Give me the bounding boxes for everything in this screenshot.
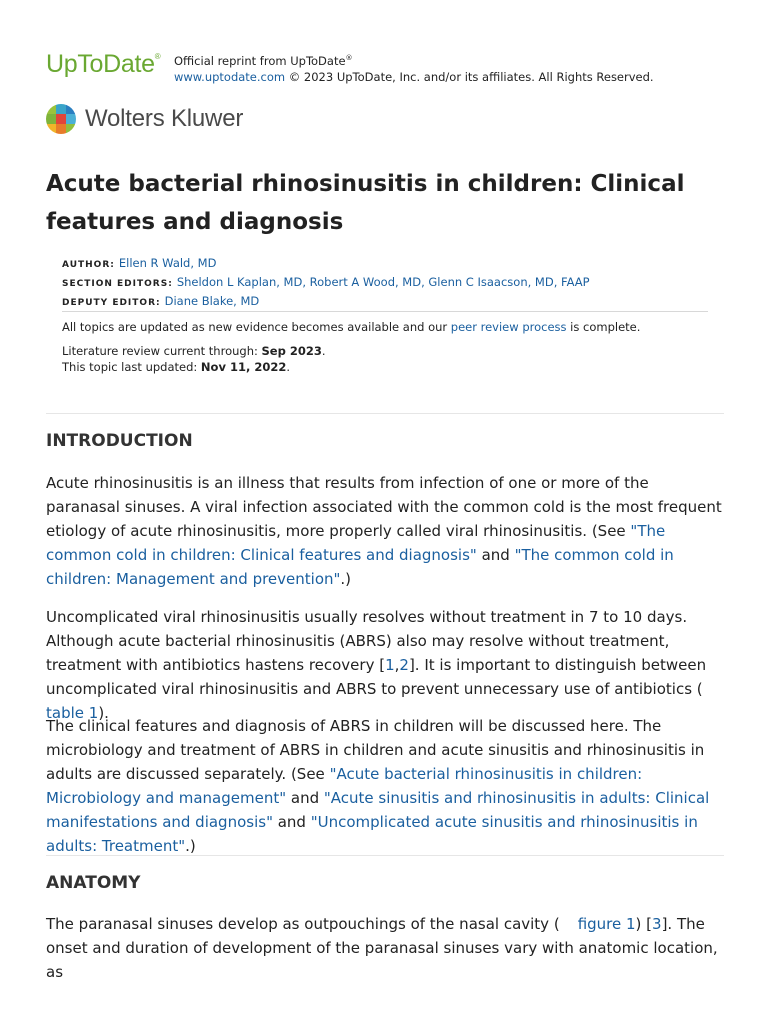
deputy-editor-link[interactable]: Diane Blake, MD [164, 294, 260, 308]
wolters-kluwer-mark-icon [46, 104, 76, 134]
page-title: Acute bacterial rhinosinusitis in children: Clinical features and diagnosis [46, 171, 685, 235]
last-updated-date: This topic last updated: Nov 11, 2022. [62, 360, 290, 374]
copyright-text: © 2023 UpToDate, Inc. and/or its affiliates. All Rights Reserved. [285, 69, 654, 84]
intro-paragraph-2: Uncomplicated viral rhinosinusitis usually resolves without treatment in 7 to 10 days. Although acute bacterial rhinosinusitis (ABRS) also may resolve without treatment, treatment with antibiotics hastens recovery [1,2]. It is important to distinguish between uncomplicated viral rhinosinusitis and ABRS to prevent unnecessary use of antibiotics (table 1). [46, 608, 707, 722]
table-1-link[interactable]: table 1 [46, 704, 99, 722]
author-label: AUTHOR: [62, 260, 115, 270]
literature-review-date: Literature review current through: Sep 2023. [62, 344, 326, 358]
section-editors-label: SECTION EDITORS: [62, 279, 173, 289]
wolters-kluwer-logo [46, 104, 243, 134]
introduction-heading: INTRODUCTION [46, 431, 193, 451]
reference-3-link[interactable]: 3 [652, 915, 662, 933]
uptodate-site-link[interactable]: www.uptodate.com [174, 69, 286, 84]
reprint-line: Official reprint from UpToDate [174, 53, 346, 68]
uptodate-logo[interactable]: UpToDate® [46, 50, 161, 78]
wolters-kluwer-name: Wolters Kluwer [85, 105, 244, 132]
intro-paragraph-1: Acute rhinosinusitis is an illness that results from infection of one or more of the paranasal sinuses. A viral infection associated with the common cold is the most frequent etiology of acute rhinosinusitis, more properly called viral rhinosinusitis. (See "The common cold in children: Clinical features and diagnosis" and "The common cold in children: Management and prevention".) [46, 474, 722, 588]
meta-divider [62, 311, 708, 312]
sinusitis-adults-treatment-link[interactable]: "Uncomplicated acute sinusitis and rhinosinusitis in adults: Treatment" [46, 813, 698, 855]
deputy-editor-label: DEPUTY EDITOR: [62, 298, 161, 308]
reference-1-link[interactable]: 1 [385, 656, 395, 674]
common-cold-management-link[interactable]: "The common cold in children: Management and prevention" [46, 546, 674, 588]
intro-paragraph-3: The clinical features and diagnosis of ABRS in children will be discussed here. The microbiology and treatment of ABRS in children and acute sinusitis and rhinosinusitis in adults are discussed separately. (See "Acute bacterial rhinosinusitis in children: Microbiology and management" and "Acute sinusitis and rhinosinusitis in adults: Clinical manifestations and diagnosis" and "Uncomplicated acute sinusitis and rhinosinusitis in adults: Treatment".) [46, 717, 710, 855]
figure-1-link[interactable]: figure 1 [577, 915, 636, 933]
topic-meta [62, 255, 590, 312]
sinusitis-adults-diagnosis-link[interactable]: "Acute sinusitis and rhinosinusitis in adults: Clinical manifestations and diagnosis" [46, 789, 710, 831]
anatomy-paragraph: The paranasal sinuses develop as outpouchings of the nasal cavity ( figure 1) [3]. The onset and duration of development of the paranasal sinuses vary with anatomic location, as [46, 915, 718, 981]
common-cold-diagnosis-link[interactable]: "The common cold in children: Clinical features and diagnosis" [46, 522, 666, 564]
reprint-notice: Official reprint from UpToDate® www.uptodate.com © 2023 UpToDate, Inc. and/or its affiliates. All Rights Reserved. [174, 53, 654, 84]
anatomy-heading: ANATOMY [46, 873, 141, 893]
author-link[interactable]: Ellen R Wald, MD [118, 256, 217, 270]
section-divider [46, 413, 724, 414]
update-note: All topics are updated as new evidence becomes available and our peer review process is complete. [62, 320, 641, 334]
abrs-children-microbiology-link[interactable]: "Acute bacterial rhinosinusitis in children: Microbiology and management" [46, 765, 643, 807]
reference-2-link[interactable]: 2 [399, 656, 409, 674]
section-editors-link[interactable]: Sheldon L Kaplan, MD, Robert A Wood, MD, Glenn C Isaacson, MD, FAAP [176, 275, 590, 289]
peer-review-link[interactable]: peer review process [450, 320, 567, 334]
section-divider [46, 855, 724, 856]
